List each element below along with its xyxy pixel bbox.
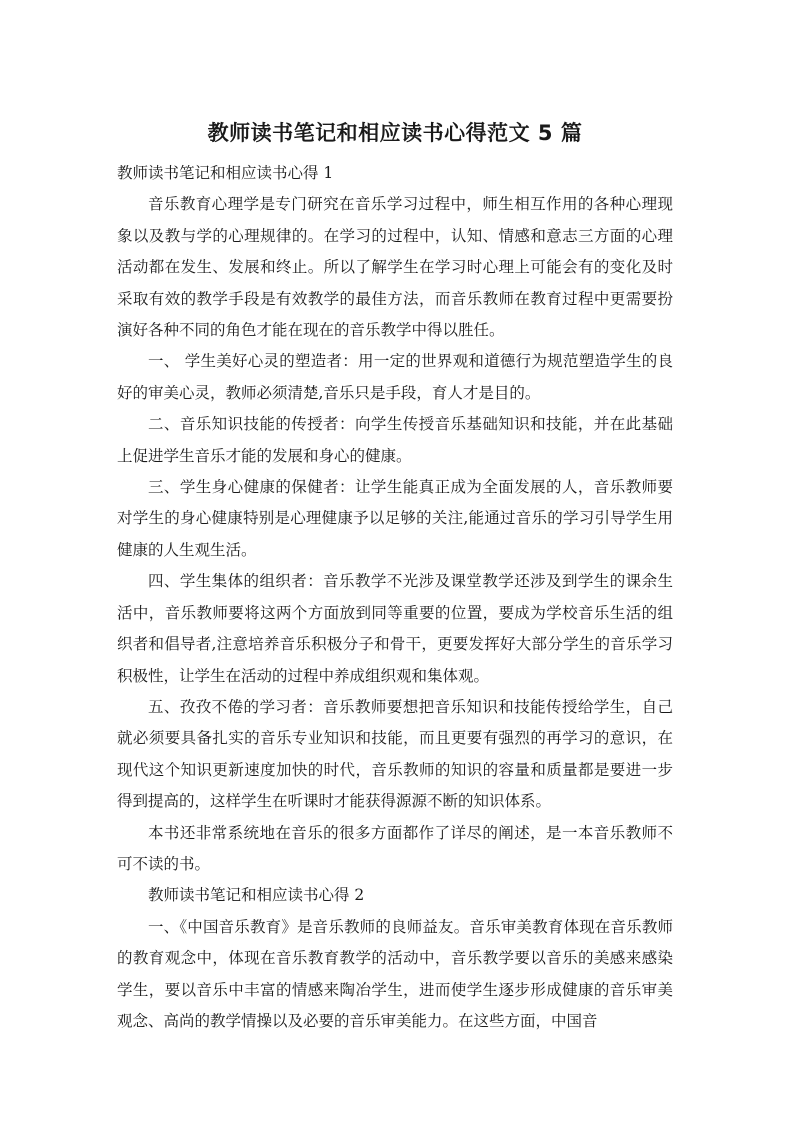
document-page [117, 118, 673, 1037]
section-1-heading: 教师读书笔记和相应读书心得 1 [117, 164, 334, 182]
section-1-paragraph-5: 四、学生集体的组织者：音乐教学不光涉及课堂教学还涉及到学生的课余生活中，音乐教师要将这两个方面放到同等重要的位置，要成为学校音乐生活的组织者和倡导者,注意培养音乐积极分子和骨干，更要发挥好大部分学生的音乐学习积极性，让学生在活动的过程中养成组织观和集体观。 [117, 572, 673, 685]
document-title: 教师读书笔记和相应读书心得范文 5 篇 [207, 121, 583, 145]
section-1-paragraph-3: 二、音乐知识技能的传授者：向学生传授音乐基础知识和技能，并在此基础上促进学生音乐才能的发展和身心的健康。 [117, 415, 673, 465]
section-1-paragraph-4: 三、学生身心健康的保健者：让学生能真正成为全面发展的人，音乐教师要对学生的身心健康特别是心理健康予以足够的关注,能通过音乐的学习引导学生用健康的人生观生活。 [117, 478, 673, 559]
section-1-paragraph-6: 五、孜孜不倦的学习者：音乐教师要想把音乐知识和技能传授给学生，自己就必须要具备扎实的音乐专业知识和技能，而且更要有强烈的再学习的意识，在现代这个知识更新速度加快的时代，音乐教师的知识的容量和质量都是要进一步得到提高的，这样学生在听课时才能获得源源不断的知识体系。 [117, 697, 673, 811]
section-1-paragraph-1: 音乐教育心理学是专门研究在音乐学习过程中，师生相互作用的各种心理现象以及教与学的心理规律的。在学习的过程中，认知、情感和意志三方面的心理活动都在发生、发展和终止。所以了解学生在学习时心理上可能会有的变化及时采取有效的教学手段是有效教学的最佳方法，而音乐教师在教育过程中更需要扮演好各种不同的角色才能在现在的音乐教学中得以胜任。 [117, 195, 673, 340]
section-1-paragraph-2: 一、 学生美好心灵的塑造者：用一定的世界观和道德行为规范塑造学生的良好的审美心灵，教师必须清楚,音乐只是手段，育人才是目的。 [117, 352, 673, 402]
section-2-paragraph-1: 一、《中国音乐教育》是音乐教师的良师益友。音乐审美教育体现在音乐教师的教育观念中，体现在音乐教育教学的活动中，音乐教学要以音乐的美感来感染学生，要以音乐中丰富的情感来陶冶学生，进而使学生逐步形成健康的音乐审美观念、高尚的教学情操以及必要的音乐审美能力。在这些方面，中国音 [117, 917, 673, 1030]
section-1-paragraph-7: 本书还非常系统地在音乐的很多方面都作了详尽的阐述，是一本音乐教师不可不读的书。 [117, 823, 673, 873]
section-2-heading: 教师读书笔记和相应读书心得 2 [148, 886, 365, 905]
